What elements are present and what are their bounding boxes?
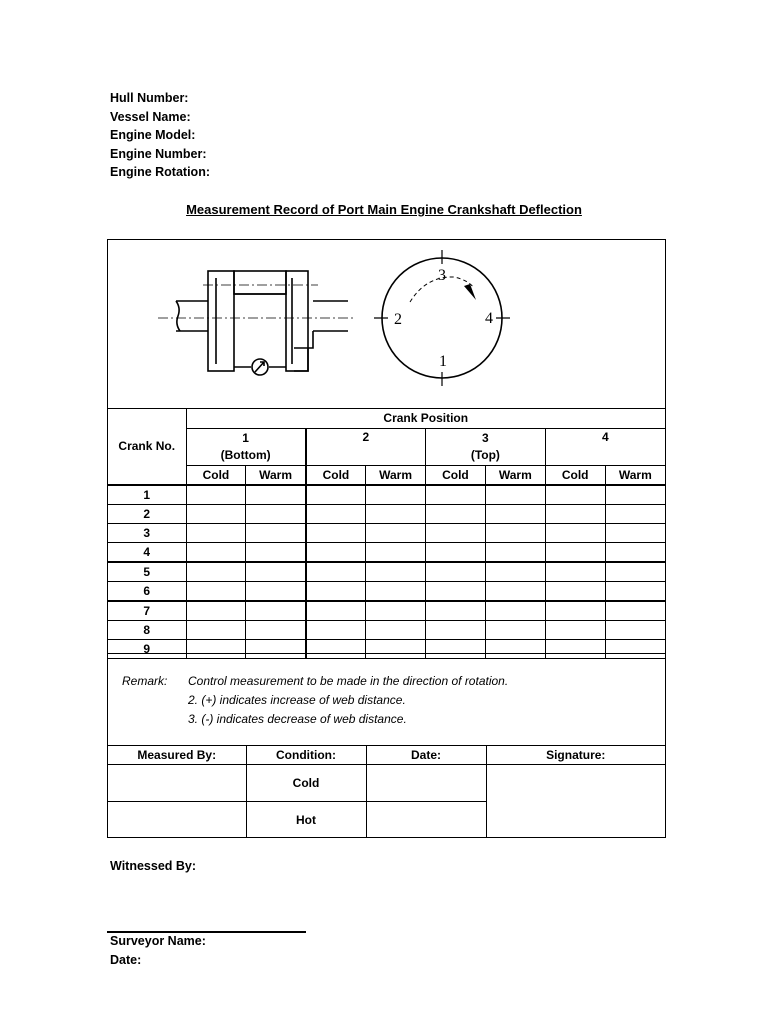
deflection-cell[interactable]: [246, 543, 306, 563]
engine-model-label: Engine Model:: [110, 128, 196, 143]
deflection-cell[interactable]: [186, 524, 246, 543]
deflection-cell[interactable]: [545, 582, 605, 602]
position-label-2: 2: [394, 311, 402, 328]
engine-number-label: Engine Number:: [110, 146, 207, 161]
deflection-cell[interactable]: [485, 621, 545, 640]
deflection-cell[interactable]: [306, 582, 366, 602]
deflection-cell[interactable]: [186, 562, 246, 582]
deflection-cell[interactable]: [426, 543, 486, 563]
measured-by-header: Measured By:: [108, 746, 246, 765]
deflection-cell[interactable]: [246, 562, 306, 582]
crank-row: [108, 543, 665, 563]
signature-line: [107, 931, 306, 933]
crank-web-drawing: [176, 271, 348, 375]
deflection-cell[interactable]: [366, 601, 426, 621]
crank-number: 8: [108, 621, 186, 640]
crank-no-header: Crank No.: [108, 409, 186, 486]
warm-header-pos4: Warm: [605, 466, 665, 486]
position-header-2: 2: [306, 429, 426, 466]
crank-number: 3: [108, 524, 186, 543]
position-label-3: 3: [438, 267, 446, 284]
measured-by-cell[interactable]: [108, 765, 246, 802]
deflection-cell[interactable]: [485, 485, 545, 505]
deflection-cell[interactable]: [605, 524, 665, 543]
signature-header: Signature:: [486, 746, 665, 765]
deflection-cell[interactable]: [605, 582, 665, 602]
remark-label: Remark:: [122, 674, 168, 688]
deflection-cell[interactable]: [366, 621, 426, 640]
position-label-4: 4: [485, 310, 493, 327]
deflection-cell[interactable]: [246, 485, 306, 505]
deflection-cell[interactable]: [485, 505, 545, 524]
deflection-cell[interactable]: [186, 485, 246, 505]
deflection-cell[interactable]: [605, 621, 665, 640]
crank-row: [108, 582, 665, 602]
deflection-cell[interactable]: [366, 543, 426, 563]
deflection-cell[interactable]: [426, 505, 486, 524]
deflection-cell[interactable]: [366, 524, 426, 543]
position-label-1: 1: [439, 353, 447, 370]
deflection-cell[interactable]: [306, 505, 366, 524]
deflection-cell[interactable]: [485, 562, 545, 582]
deflection-cell[interactable]: [246, 524, 306, 543]
crankshaft-diagram: [108, 240, 665, 408]
deflection-cell[interactable]: [485, 524, 545, 543]
crank-number: 2: [108, 505, 186, 524]
remark-line-1: Control measurement to be made in the direction of rotation.: [188, 674, 509, 688]
position-header-4: 4: [545, 429, 665, 466]
crank-row: [108, 601, 665, 621]
position-header-3: 3 (Top): [426, 429, 546, 466]
document-title: Measurement Record of Port Main Engine Crankshaft Deflection: [186, 202, 582, 217]
remark-line-2: 2. (+) indicates increase of web distance.: [188, 693, 406, 707]
deflection-cell[interactable]: [426, 485, 486, 505]
deflection-cell[interactable]: [605, 562, 665, 582]
condition-hot: Hot: [246, 802, 366, 838]
deflection-cell[interactable]: [306, 543, 366, 563]
signature-cell[interactable]: [486, 765, 665, 838]
date-cell-hot[interactable]: [366, 802, 486, 838]
warm-header-pos1: Warm: [246, 466, 306, 486]
crank-row: [108, 505, 665, 524]
deflection-table: [108, 408, 665, 659]
deflection-cell[interactable]: [605, 601, 665, 621]
deflection-cell[interactable]: [186, 505, 246, 524]
deflection-cell[interactable]: [426, 621, 486, 640]
deflection-cell[interactable]: [306, 485, 366, 505]
deflection-cell[interactable]: [605, 485, 665, 505]
footer-date-label: Date:: [110, 953, 142, 967]
deflection-cell[interactable]: [545, 621, 605, 640]
crank-number: 5: [108, 562, 186, 582]
position-header-1: 1 (Bottom): [186, 429, 306, 466]
remark-section: [108, 653, 665, 746]
deflection-cell[interactable]: [426, 601, 486, 621]
measured-by-cell-2[interactable]: [108, 802, 246, 838]
deflection-cell[interactable]: [366, 582, 426, 602]
deflection-cell[interactable]: [366, 485, 426, 505]
deflection-cell[interactable]: [246, 621, 306, 640]
cold-header-pos2: Cold: [306, 466, 366, 486]
hull-number-label: Hull Number:: [110, 91, 189, 105]
cold-header-pos3: Cold: [426, 466, 486, 486]
deflection-cell[interactable]: [186, 582, 246, 602]
surveyor-name-label: Surveyor Name:: [110, 934, 206, 948]
deflection-cell[interactable]: [545, 562, 605, 582]
deflection-cell[interactable]: [306, 562, 366, 582]
deflection-cell[interactable]: [426, 524, 486, 543]
deflection-cell[interactable]: [246, 582, 306, 602]
deflection-cell[interactable]: [545, 524, 605, 543]
remark-line-3: 3. (-) indicates decrease of web distance.: [188, 712, 407, 726]
crank-number: 1: [108, 485, 186, 505]
header-fields: [110, 89, 210, 182]
signoff-table: [108, 745, 665, 838]
deflection-cell[interactable]: [545, 601, 605, 621]
deflection-cell[interactable]: [306, 524, 366, 543]
warm-header-pos2: Warm: [366, 466, 426, 486]
date-header: Date:: [366, 746, 486, 765]
deflection-cell[interactable]: [545, 485, 605, 505]
crank-position-header: Crank Position: [186, 409, 665, 429]
cold-header-pos4: Cold: [545, 466, 605, 486]
deflection-cell[interactable]: [366, 562, 426, 582]
crank-row: [108, 524, 665, 543]
crank-row: [108, 562, 665, 582]
witnessed-by-label: Witnessed By:: [110, 859, 197, 873]
deflection-cell[interactable]: [366, 505, 426, 524]
deflection-cell[interactable]: [545, 543, 605, 563]
deflection-cell[interactable]: [426, 562, 486, 582]
cold-header-pos1: Cold: [186, 466, 246, 486]
rotation-circle: [374, 250, 510, 386]
deflection-cell[interactable]: [426, 582, 486, 602]
crank-number: 4: [108, 543, 186, 563]
record-frame: [107, 239, 666, 838]
deflection-cell[interactable]: [306, 621, 366, 640]
deflection-cell[interactable]: [485, 582, 545, 602]
crank-row: [108, 485, 665, 505]
engine-rotation-label: Engine Rotation:: [110, 165, 210, 180]
deflection-cell[interactable]: [246, 601, 306, 621]
deflection-cell[interactable]: [605, 505, 665, 524]
deflection-cell[interactable]: [545, 505, 605, 524]
crank-number: 9: [108, 640, 186, 659]
deflection-cell[interactable]: [186, 621, 246, 640]
deflection-cell[interactable]: [306, 601, 366, 621]
deflection-cell[interactable]: [186, 543, 246, 563]
condition-cold: Cold: [246, 765, 366, 802]
warm-header-pos3: Warm: [485, 466, 545, 486]
deflection-cell[interactable]: [485, 601, 545, 621]
deflection-cell[interactable]: [186, 601, 246, 621]
crank-number: 6: [108, 582, 186, 602]
vessel-name-label: Vessel Name:: [110, 109, 191, 124]
deflection-cell[interactable]: [605, 543, 665, 563]
crank-number: 7: [108, 601, 186, 621]
date-cell-cold[interactable]: [366, 765, 486, 802]
deflection-cell[interactable]: [485, 543, 545, 563]
condition-header: Condition:: [246, 746, 366, 765]
deflection-cell[interactable]: [246, 505, 306, 524]
crank-row: [108, 621, 665, 640]
